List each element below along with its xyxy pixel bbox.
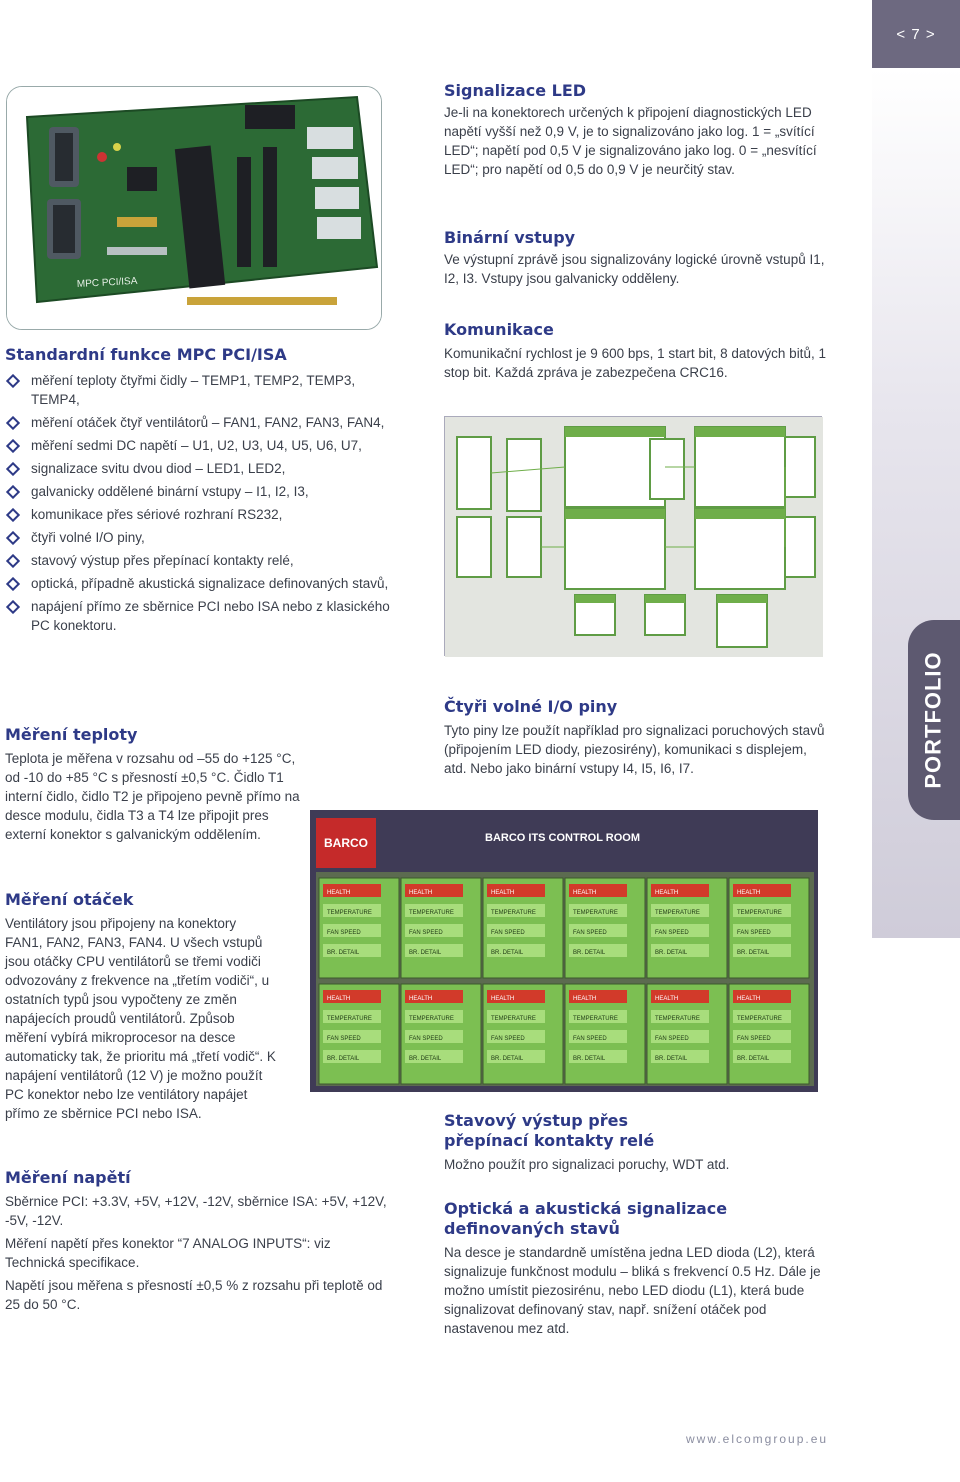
- status-cell-label: FAN SPEED: [491, 930, 525, 936]
- feature-item: [5, 436, 390, 455]
- feature-text: komunikace přes sériové rozhraní RS232,: [31, 507, 283, 522]
- status-cell-label: TEMPERATURE: [737, 910, 782, 916]
- status-cell-label: FAN SPEED: [573, 1036, 607, 1042]
- section-mereni-napeti: [5, 1168, 390, 1314]
- status-cell-label: TEMPERATURE: [737, 1016, 782, 1022]
- feature-text: signalizace svitu dvou diod – LED1, LED2,: [31, 461, 286, 476]
- status-cell-label: BR. DETAIL: [655, 1056, 688, 1062]
- stavovy-vystup-title-1: Stavový výstup přes: [444, 1111, 628, 1130]
- mereni-teploty-title: Měření teploty: [5, 725, 138, 744]
- status-cell-label: FAN SPEED: [327, 1036, 361, 1042]
- status-cell-label: TEMPERATURE: [655, 1016, 700, 1022]
- feature-item: [5, 482, 390, 501]
- check-diamond-icon: [6, 485, 20, 499]
- status-cell-label: TEMPERATURE: [491, 910, 536, 916]
- status-cell-label: FAN SPEED: [491, 1036, 525, 1042]
- feature-item: [5, 597, 390, 635]
- mereni-otacek-title: Měření otáček: [5, 890, 134, 909]
- page-number: < 7 >: [872, 0, 960, 68]
- status-cell-label: FAN SPEED: [409, 930, 443, 936]
- signalizace-led-text: Je-li na konektorech určených k připojení diagnostických LED napětí vyšší než 0,9 V, je to signalizováno jako log. 1 = „svítící LED“; napětí pod 0,5 V je signalizováno jako log. 0 = „nesvítící LED“; pro napětí od 0,5 do 0,9 V je neurčitý stav.: [444, 105, 817, 177]
- status-cell-label: FAN SPEED: [655, 930, 689, 936]
- board-silkscreen: MPC PCI/ISA: [76, 275, 138, 290]
- check-diamond-icon: [6, 416, 20, 430]
- barco-logo-text: BARCO: [324, 836, 368, 850]
- check-diamond-icon: [6, 462, 20, 476]
- status-cell-label: TEMPERATURE: [409, 910, 454, 916]
- status-cell-label: FAN SPEED: [573, 930, 607, 936]
- network-diagram-image: [444, 416, 822, 656]
- status-cell-label: TEMPERATURE: [409, 1016, 454, 1022]
- check-diamond-icon: [6, 374, 20, 388]
- status-cell-label: TEMPERATURE: [655, 910, 700, 916]
- status-cell-label: HEALTH: [327, 890, 351, 896]
- binarni-vstupy-title: Binární vstupy: [444, 228, 576, 247]
- status-cell-label: BR. DETAIL: [573, 950, 606, 956]
- status-cell-label: FAN SPEED: [655, 1036, 689, 1042]
- control-room-title: BARCO ITS CONTROL ROOM: [485, 832, 641, 844]
- status-cell-label: FAN SPEED: [409, 1036, 443, 1042]
- status-cell-label: FAN SPEED: [737, 1036, 771, 1042]
- standard-functions-title: Standardní funkce MPC PCI/ISA: [5, 345, 287, 364]
- feature-item: [5, 574, 390, 593]
- check-diamond-icon: [6, 554, 20, 568]
- feature-item: [5, 459, 390, 478]
- status-cell-label: HEALTH: [737, 890, 761, 896]
- stavovy-vystup-text: Možno použít pro signalizaci poruchy, WDT atd.: [444, 1157, 730, 1172]
- feature-text: optická, případně akustická signalizace definovaných stavů,: [31, 576, 389, 591]
- mereni-napeti-title: Měření napětí: [5, 1168, 131, 1187]
- status-cell-label: HEALTH: [409, 890, 433, 896]
- status-cell-label: BR. DETAIL: [409, 1056, 442, 1062]
- status-cell-label: BR. DETAIL: [737, 950, 770, 956]
- check-diamond-icon: [6, 439, 20, 453]
- status-cell-label: FAN SPEED: [737, 930, 771, 936]
- section-ctyri-io: [444, 697, 832, 778]
- status-cell-label: BR. DETAIL: [573, 1056, 606, 1062]
- status-cell-label: HEALTH: [491, 890, 515, 896]
- status-cell-label: FAN SPEED: [327, 930, 361, 936]
- status-cell-label: HEALTH: [737, 996, 761, 1002]
- status-cell-label: BR. DETAIL: [737, 1056, 770, 1062]
- status-cell-label: BR. DETAIL: [327, 950, 360, 956]
- check-diamond-icon: [6, 577, 20, 591]
- status-cell-label: BR. DETAIL: [327, 1056, 360, 1062]
- section-komunikace: [444, 320, 832, 382]
- feature-item: [5, 413, 390, 432]
- mereni-napeti-p1: Sběrnice PCI: +3.3V, +5V, +12V, -12V, sběrnice ISA: +5V, +12V, -5V, -12V.: [5, 1194, 387, 1228]
- section-opticka: [444, 1199, 832, 1338]
- portfolio-text: PORTFOLIO: [921, 651, 947, 789]
- status-cell-label: BR. DETAIL: [655, 950, 688, 956]
- barco-logo: [316, 818, 376, 868]
- komunikace-text: Komunikační rychlost je 9 600 bps, 1 start bit, 8 datových bitů, 1 stop bit. Každá zpráva je zabezpečena CRC16.: [444, 346, 826, 380]
- status-cell-label: HEALTH: [655, 996, 679, 1002]
- status-cell-label: TEMPERATURE: [573, 1016, 618, 1022]
- check-diamond-icon: [6, 531, 20, 545]
- feature-text: napájení přímo ze sběrnice PCI nebo ISA nebo z klasického PC konektoru.: [31, 599, 390, 633]
- komunikace-title: Komunikace: [444, 320, 554, 339]
- board-photo: [6, 86, 382, 330]
- mereni-teploty-text: Teplota je měřena v rozsahu od –55 do +125 °C, od -10 do +85 °C s přesností ±0,5 °C. Čidlo T1 interní čidlo, čidlo T2 je připojeno pevně přímo na desce modulu, čidla T3 a T4 lze připojit pres externí konektor s galvanickým oddělením.: [5, 751, 300, 842]
- mereni-napeti-p3: Napětí jsou měřena s přesností ±0,5 % z rozsahu při teplotě od 25 do 50 °C.: [5, 1278, 383, 1312]
- signalizace-led-title: Signalizace LED: [444, 81, 587, 100]
- mereni-otacek-text: Ventilátory jsou připojeny na konektory FAN1, FAN2, FAN3, FAN4. U všech vstupů jsou otáčky CPU ventilátorů se třemi vodiči odvozovány z frekvence na „třetím vodiči“, u ostatních typů jsou vypočteny ze změn napájecích proudů ventilátorů. Způsob měření vybírá mikroprocesor na desce automaticky tak, že prioritu má „třetí vodič“. K napájení ventilátorů (12 V) je možno použít PC konektor nebo lze ventilátory napájet přímo ze sběrnice PCI nebo ISA.: [5, 916, 276, 1121]
- status-cell-label: TEMPERATURE: [327, 1016, 372, 1022]
- status-cell-label: BR. DETAIL: [409, 950, 442, 956]
- status-cell-label: TEMPERATURE: [573, 910, 618, 916]
- feature-item: [5, 505, 390, 524]
- status-cell-label: HEALTH: [655, 890, 679, 896]
- binarni-vstupy-text: Ve výstupní zprávě jsou signalizovány logické úrovně vstupů I1, I2, I3. Vstupy jsou galvanicky odděleny.: [444, 252, 825, 286]
- footer-url: www.elcomgroup.eu: [686, 1432, 829, 1446]
- section-mereni-otacek: [5, 890, 390, 1123]
- feature-list: [5, 371, 390, 635]
- opticka-title-2: definovaných stavů: [444, 1219, 620, 1238]
- portfolio-label: [908, 620, 960, 820]
- feature-text: stavový výstup přes přepínací kontakty relé,: [31, 553, 294, 568]
- feature-item: [5, 528, 390, 547]
- opticka-title-1: Optická a akustická signalizace: [444, 1199, 728, 1218]
- status-cell-label: HEALTH: [573, 996, 597, 1002]
- ctyri-io-text: Tyto piny lze použít například pro signalizaci poruchových stavů (připojením LED diody, piezosirény), komunikaci s displejem, atd. Nebo jako binární vstupy I4, I5, I6, I7.: [444, 723, 825, 776]
- status-cell-label: BR. DETAIL: [491, 1056, 524, 1062]
- check-diamond-icon: [6, 600, 20, 614]
- status-cell-label: HEALTH: [409, 996, 433, 1002]
- section-signalizace-led: [444, 81, 832, 179]
- feature-text: měření sedmi DC napětí – U1, U2, U3, U4, U5, U6, U7,: [31, 438, 362, 453]
- status-cell-label: HEALTH: [491, 996, 515, 1002]
- network-diagram: [445, 417, 823, 657]
- section-binarni-vstupy: [444, 228, 832, 288]
- status-cell-label: TEMPERATURE: [491, 1016, 536, 1022]
- panel-grid: [316, 872, 814, 1086]
- panel-grid-illustration: [316, 872, 814, 1086]
- feature-item: [5, 371, 390, 409]
- status-cell-label: HEALTH: [573, 890, 597, 896]
- stavovy-vystup-title-2: přepínací kontakty relé: [444, 1131, 655, 1150]
- section-standard-functions: [5, 345, 390, 639]
- check-diamond-icon: [6, 508, 20, 522]
- feature-text: galvanicky oddělené binární vstupy – I1, I2, I3,: [31, 484, 309, 499]
- feature-text: čtyři volné I/O piny,: [31, 530, 145, 545]
- status-cell-label: HEALTH: [327, 996, 351, 1002]
- ctyri-io-title: Čtyři volné I/O piny: [444, 697, 618, 716]
- feature-text: měření teploty čtyřmi čidly – TEMP1, TEMP2, TEMP3, TEMP4,: [31, 373, 356, 407]
- board-illustration: [7, 87, 382, 330]
- feature-item: [5, 551, 390, 570]
- status-cell-label: BR. DETAIL: [491, 950, 524, 956]
- mereni-napeti-p2: Měření napětí přes konektor “7 ANALOG INPUTS“: viz Technická specifikace.: [5, 1236, 331, 1270]
- status-cell-label: TEMPERATURE: [327, 910, 372, 916]
- section-stavovy-vystup: [444, 1111, 832, 1174]
- opticka-text: Na desce je standardně umístěna jedna LED dioda (L2), která signalizuje funkčnost modulu – bliká s frekvencí 0.5 Hz. Dále je možno umístit piezosirénu, nebo LED diodu (L1), která bude signalizovat definovaný stav, např. snížení otáček pod nastavenou mez atd.: [444, 1245, 821, 1336]
- feature-text: měření otáček čtyř ventilátorů – FAN1, FAN2, FAN3, FAN4,: [31, 415, 385, 430]
